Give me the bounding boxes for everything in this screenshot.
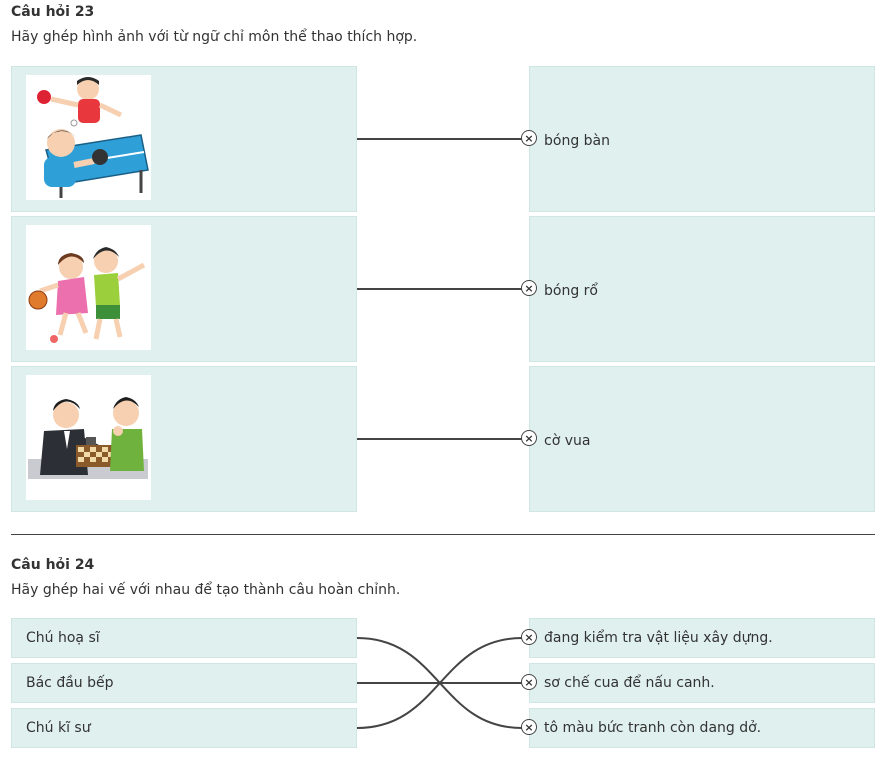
q23-left-item-2[interactable] (11, 216, 357, 362)
q24-right-item-3[interactable] (529, 708, 875, 748)
q23-right-item-2[interactable] (529, 216, 875, 362)
answer-label: bóng rổ (544, 283, 598, 299)
q24-left-item-3[interactable] (11, 708, 357, 748)
q24-right-item-1[interactable] (529, 618, 875, 658)
remove-connection-icon[interactable]: × (521, 280, 537, 296)
remove-connection-icon[interactable]: × (521, 719, 537, 735)
q24-title: Câu hỏi 24 (11, 557, 95, 573)
left-clause-label: Chú kĩ sư (26, 720, 91, 736)
basketball-image (26, 225, 151, 350)
q24-right-item-2[interactable] (529, 663, 875, 703)
q24-prompt: Hãy ghép hai vế với nhau để tạo thành câu hoàn chỉnh. (11, 582, 401, 598)
q23-right-item-3[interactable] (529, 366, 875, 512)
question-divider (11, 534, 875, 535)
remove-connection-icon[interactable]: × (521, 430, 537, 446)
q23-left-item-3[interactable] (11, 366, 357, 512)
q23-right-item-1[interactable] (529, 66, 875, 212)
right-clause-label: tô màu bức tranh còn dang dở. (544, 720, 762, 736)
q23-title: Câu hỏi 23 (11, 4, 95, 20)
q24-left-item-2[interactable] (11, 663, 357, 703)
connector-curve-1 (357, 638, 522, 728)
right-clause-label: sơ chế cua để nấu canh. (544, 675, 715, 691)
q24-left-item-1[interactable] (11, 618, 357, 658)
left-clause-label: Bác đầu bếp (26, 675, 114, 691)
remove-connection-icon[interactable]: × (521, 674, 537, 690)
remove-connection-icon[interactable]: × (521, 629, 537, 645)
q23-prompt: Hãy ghép hình ảnh với từ ngữ chỉ môn thể thao thích hợp. (11, 29, 418, 45)
ping-pong-image (26, 75, 151, 200)
answer-label: bóng bàn (544, 133, 611, 149)
right-clause-label: đang kiểm tra vật liệu xây dựng. (544, 630, 773, 646)
remove-connection-icon[interactable]: × (521, 130, 537, 146)
left-clause-label: Chú hoạ sĩ (26, 630, 100, 646)
chess-image (26, 375, 151, 500)
answer-label: cờ vua (544, 433, 591, 449)
q23-left-item-1[interactable] (11, 66, 357, 212)
connector-curve-2 (357, 638, 522, 728)
